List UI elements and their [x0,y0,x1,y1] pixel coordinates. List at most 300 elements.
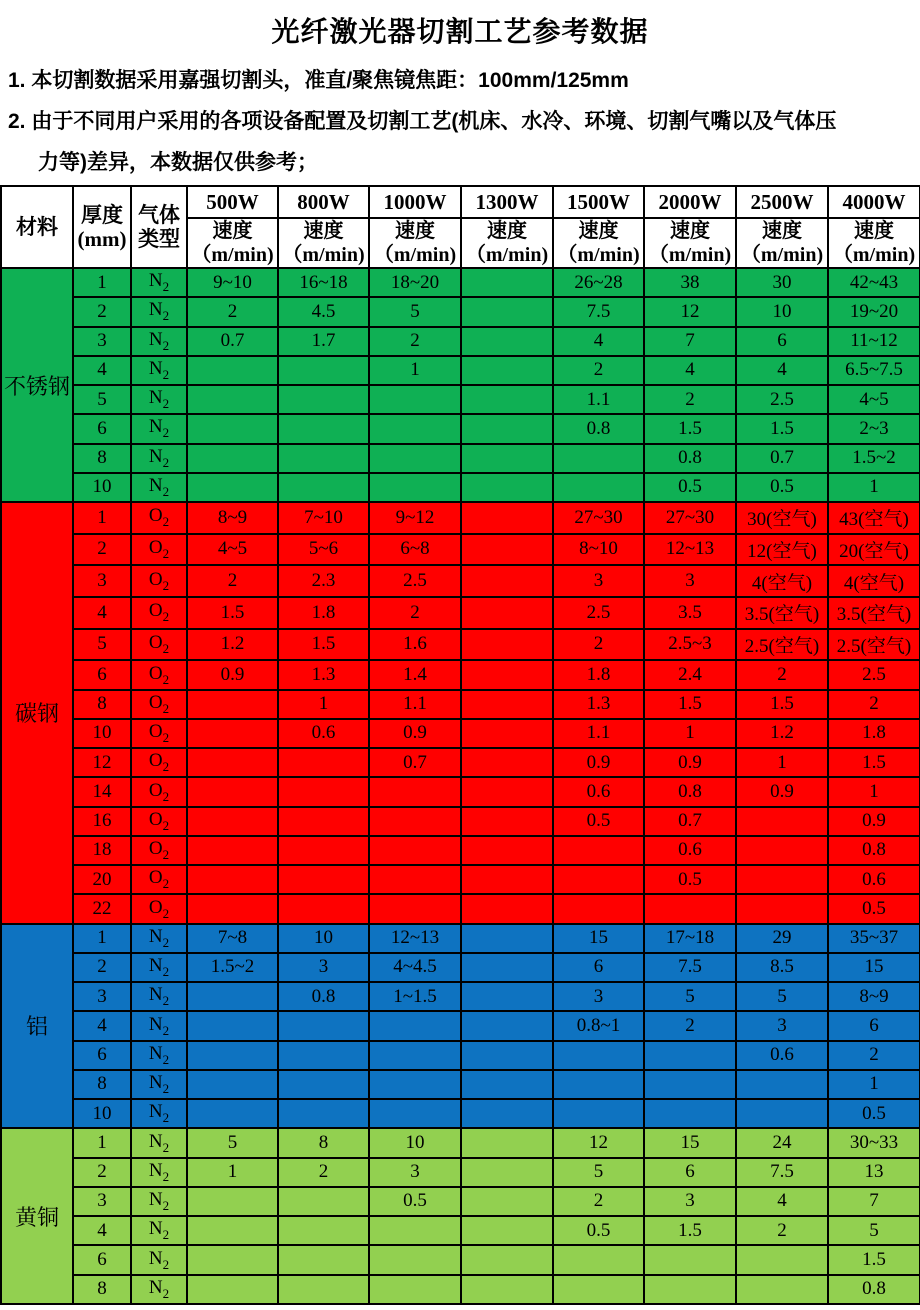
speed-cell: 6 [828,1011,920,1040]
speed-cell: 15 [553,924,644,953]
table-row [1,1041,920,1070]
gas-cell: $O_2$ [131,719,187,748]
thickness-cell: 3 [73,565,131,597]
speed-cell: 2 [553,629,644,661]
speed-cell [187,982,278,1011]
speed-cell [461,894,553,923]
gas-cell: $N_2$ [131,385,187,414]
speed-cell [278,1187,369,1216]
speed-cell: 1 [278,690,369,719]
speed-cell: 1.2 [736,719,828,748]
gas-cell: $N_2$ [131,982,187,1011]
speed-cell: 5 [828,1216,920,1245]
header-thickness-line1: 厚度 [81,202,123,227]
speed-cell [736,894,828,923]
speed-cell: 1.2 [187,629,278,661]
speed-cell: 0.9 [553,748,644,777]
speed-cell: 8~9 [187,502,278,534]
speed-cell [461,629,553,661]
table-row [1,1158,920,1187]
speed-cell [461,268,553,297]
speed-cell: 6 [736,327,828,356]
speed-cell [278,1216,369,1245]
table-row [1,327,920,356]
speed-cell: 0.9 [828,807,920,836]
speed-cell: 11~12 [828,327,920,356]
header-power-1500w: 1500W [553,186,644,218]
speed-cell: 12~13 [369,924,461,953]
cutting-parameters-table [0,185,920,1305]
speed-cell: 0.8 [644,444,736,473]
header-thickness [73,186,131,268]
speed-cell: 1.5 [187,597,278,629]
speed-cell: 20(空气) [828,534,920,566]
speed-cell: 4~5 [187,534,278,566]
gas-cell: $N_2$ [131,356,187,385]
table-row [1,660,920,689]
speed-cell [369,807,461,836]
speed-cell [187,385,278,414]
header-speed-unit: 速度 （m/min) [187,218,278,268]
speed-cell: 0.9 [369,719,461,748]
speed-cell [461,473,553,502]
speed-cell [644,1245,736,1274]
speed-cell: 1 [828,777,920,806]
speed-cell: 6 [644,1158,736,1187]
speed-cell [278,865,369,894]
header-speed-unit: 速度 （m/min) [644,218,736,268]
speed-cell: 1.1 [553,719,644,748]
speed-cell [461,385,553,414]
speed-cell: 2.5 [736,385,828,414]
speed-cell: 0.9 [736,777,828,806]
thickness-cell: 6 [73,414,131,443]
speed-cell [461,865,553,894]
thickness-cell: 2 [73,534,131,566]
speed-cell: 8~9 [828,982,920,1011]
speed-cell: 12~13 [644,534,736,566]
table-row [1,924,920,953]
speed-cell: 5 [187,1128,278,1157]
speed-cell: 0.8 [644,777,736,806]
speed-cell [278,1041,369,1070]
speed-cell [553,865,644,894]
table-row [1,1216,920,1245]
gas-cell: $O_2$ [131,629,187,661]
thickness-cell: 2 [73,953,131,982]
gas-cell: $O_2$ [131,597,187,629]
speed-cell [369,894,461,923]
speed-cell [187,1070,278,1099]
speed-cell: 43(空气) [828,502,920,534]
speed-cell: 0.8 [828,836,920,865]
speed-cell: 9~10 [187,268,278,297]
speed-cell: 0.6 [644,836,736,865]
speed-cell: 3.5(空气) [828,597,920,629]
gas-cell: $N_2$ [131,444,187,473]
table-row [1,1099,920,1128]
speed-cell [278,414,369,443]
speed-cell: 30(空气) [736,502,828,534]
gas-cell: $N_2$ [131,1041,187,1070]
speed-cell [187,1099,278,1128]
speed-cell: 0.6 [278,719,369,748]
speed-cell: 2 [369,327,461,356]
speed-cell [553,1099,644,1128]
table-row [1,297,920,326]
speed-cell [461,777,553,806]
gas-cell: $N_2$ [131,1158,187,1187]
thickness-cell: 4 [73,597,131,629]
thickness-cell: 16 [73,807,131,836]
speed-cell [369,1245,461,1274]
speed-cell [461,444,553,473]
speed-cell [461,1128,553,1157]
table-body [1,268,920,1304]
speed-cell: 12 [644,297,736,326]
speed-cell: 2 [828,1041,920,1070]
speed-cell [553,1070,644,1099]
gas-cell: $N_2$ [131,414,187,443]
speed-cell: 4 [736,1187,828,1216]
material-cell: 不锈钢 [1,268,73,502]
table-row [1,629,920,661]
speed-cell: 1~1.5 [369,982,461,1011]
thickness-cell: 14 [73,777,131,806]
speed-cell [461,414,553,443]
speed-cell [369,865,461,894]
speed-cell: 2 [736,660,828,689]
header-power-2500w: 2500W [736,186,828,218]
gas-cell: $O_2$ [131,836,187,865]
speed-cell: 1 [187,1158,278,1187]
speed-cell: 7 [644,327,736,356]
speed-cell: 1 [369,356,461,385]
speed-cell [461,982,553,1011]
gas-cell: $N_2$ [131,1245,187,1274]
gas-cell: $N_2$ [131,1187,187,1216]
speed-cell [187,836,278,865]
speed-cell [187,807,278,836]
speed-cell: 3 [553,565,644,597]
speed-cell: 2 [644,385,736,414]
speed-cell [369,1216,461,1245]
gas-cell: $O_2$ [131,565,187,597]
speed-cell [278,777,369,806]
speed-cell [461,1041,553,1070]
speed-cell: 0.5 [828,894,920,923]
speed-cell [278,1070,369,1099]
table-row [1,1128,920,1157]
gas-cell: $N_2$ [131,1275,187,1304]
thickness-cell: 6 [73,660,131,689]
speed-cell: 2 [736,1216,828,1245]
speed-cell: 1.5 [828,1245,920,1274]
note-2-line-1: 2. 由于不同用户采用的各项设备配置及切割工艺(机床、水冷、环境、切割气嘴以及气体压 [8,110,837,133]
speed-cell: 3 [369,1158,461,1187]
speed-cell [461,1187,553,1216]
speed-cell: 30 [736,268,828,297]
speed-cell [644,1099,736,1128]
speed-cell [278,894,369,923]
speed-cell [461,690,553,719]
speed-cell: 1.6 [369,629,461,661]
speed-cell: 1 [736,748,828,777]
speed-cell [461,953,553,982]
speed-cell: 15 [644,1128,736,1157]
speed-cell: 0.8 [278,982,369,1011]
table-row [1,1187,920,1216]
speed-cell: 7 [828,1187,920,1216]
speed-cell [187,690,278,719]
thickness-cell: 3 [73,982,131,1011]
speed-cell: 2 [369,597,461,629]
speed-cell: 3.5(空气) [736,597,828,629]
speed-cell: 0.5 [644,865,736,894]
speed-cell: 27~30 [644,502,736,534]
speed-cell [278,1245,369,1274]
speed-cell: 2.5 [369,565,461,597]
speed-cell: 2.3 [278,565,369,597]
gas-cell: $O_2$ [131,807,187,836]
speed-cell: 4~5 [828,385,920,414]
speed-cell: 12 [553,1128,644,1157]
speed-cell: 5 [736,982,828,1011]
material-cell: 黄铜 [1,1128,73,1304]
speed-cell: 0.7 [644,807,736,836]
table-row [1,690,920,719]
thickness-cell: 3 [73,1187,131,1216]
header-power-1300w: 1300W [461,186,553,218]
table-header [1,186,920,268]
speed-cell [369,385,461,414]
table-row [1,748,920,777]
speed-cell: 5 [553,1158,644,1187]
speed-cell: 1.5 [736,414,828,443]
table-row [1,268,920,297]
note-2-line-2: 力等)差异，本数据仅供参考； [38,151,318,174]
speed-cell [461,1216,553,1245]
speed-cell: 1 [828,473,920,502]
header-power-800w: 800W [278,186,369,218]
thickness-cell: 8 [73,1070,131,1099]
speed-cell [736,1099,828,1128]
speed-cell [553,1041,644,1070]
speed-cell [278,1011,369,1040]
speed-cell: 1.3 [553,690,644,719]
speed-cell: 1.1 [369,690,461,719]
note-1: 1. 本切割数据采用嘉强切割头，准直/聚焦镜焦距：100mm/125mm [8,69,629,92]
thickness-cell: 1 [73,502,131,534]
speed-cell: 1.5 [828,748,920,777]
speed-cell: 1.3 [278,660,369,689]
header-power-4000w: 4000W [828,186,920,218]
speed-cell [187,473,278,502]
gas-cell: $N_2$ [131,1216,187,1245]
speed-cell [736,865,828,894]
speed-cell: 0.7 [736,444,828,473]
gas-cell: $N_2$ [131,1070,187,1099]
speed-cell [461,924,553,953]
speed-cell: 0.5 [369,1187,461,1216]
table-row [1,777,920,806]
thickness-cell: 10 [73,473,131,502]
speed-cell: 0.5 [736,473,828,502]
table-row [1,894,920,923]
speed-cell: 1.5 [644,690,736,719]
speed-cell [461,297,553,326]
thickness-cell: 8 [73,690,131,719]
speed-cell [187,414,278,443]
thickness-cell: 2 [73,1158,131,1187]
speed-cell: 3 [278,953,369,982]
header-speed-unit: 速度 （m/min) [369,218,461,268]
gas-cell: $N_2$ [131,327,187,356]
material-cell: 铝 [1,924,73,1129]
gas-cell: $N_2$ [131,1099,187,1128]
speed-cell: 0.8 [553,414,644,443]
speed-cell: 1.5 [644,414,736,443]
speed-cell: 7~8 [187,924,278,953]
speed-cell [369,1011,461,1040]
speed-cell [278,807,369,836]
speed-cell: 19~20 [828,297,920,326]
speed-cell: 4.5 [278,297,369,326]
speed-cell [644,1041,736,1070]
speed-cell: 0.6 [553,777,644,806]
speed-cell: 2.5 [553,597,644,629]
material-cell: 碳钢 [1,502,73,924]
speed-cell [461,502,553,534]
speed-cell: 6~8 [369,534,461,566]
thickness-cell: 10 [73,1099,131,1128]
speed-cell [736,807,828,836]
gas-cell: $N_2$ [131,473,187,502]
speed-cell [461,1245,553,1274]
speed-cell: 2 [278,1158,369,1187]
speed-cell [187,1041,278,1070]
gas-cell: $O_2$ [131,865,187,894]
table-row [1,953,920,982]
speed-cell: 2.5(空气) [736,629,828,661]
table-row [1,1245,920,1274]
thickness-cell: 22 [73,894,131,923]
gas-cell: $O_2$ [131,894,187,923]
speed-cell: 17~18 [644,924,736,953]
speed-cell [187,444,278,473]
speed-cell [369,836,461,865]
speed-cell: 7.5 [736,1158,828,1187]
speed-cell [278,1099,369,1128]
gas-cell: $O_2$ [131,748,187,777]
speed-cell: 0.8 [828,1275,920,1304]
thickness-cell: 6 [73,1041,131,1070]
header-gas-type [131,186,187,268]
speed-cell: 4(空气) [736,565,828,597]
table-row [1,1011,920,1040]
speed-cell: 0.5 [828,1099,920,1128]
header-speed-unit: 速度 （m/min) [461,218,553,268]
speed-cell: 18~20 [369,268,461,297]
speed-cell [369,1041,461,1070]
speed-cell: 5~6 [278,534,369,566]
speed-cell [461,534,553,566]
speed-cell [187,777,278,806]
speed-cell: 1 [644,719,736,748]
speed-cell: 4(空气) [828,565,920,597]
table-row [1,836,920,865]
speed-cell [461,327,553,356]
speed-cell: 24 [736,1128,828,1157]
speed-cell: 0.7 [187,327,278,356]
speed-cell: 1.8 [278,597,369,629]
thickness-cell: 20 [73,865,131,894]
speed-cell [644,1070,736,1099]
speed-cell: 10 [369,1128,461,1157]
header-gas-line2: 类型 [138,227,180,251]
table-row [1,502,920,534]
gas-cell: $N_2$ [131,924,187,953]
speed-cell [461,660,553,689]
gas-cell: $N_2$ [131,953,187,982]
speed-cell: 0.7 [369,748,461,777]
thickness-cell: 5 [73,629,131,661]
speed-cell [461,356,553,385]
speed-cell [461,1099,553,1128]
speed-cell [187,1011,278,1040]
speed-cell: 9~12 [369,502,461,534]
speed-cell [369,1099,461,1128]
speed-cell: 2.4 [644,660,736,689]
speed-cell [553,836,644,865]
speed-cell [187,1187,278,1216]
table-row [1,597,920,629]
gas-cell: $O_2$ [131,502,187,534]
speed-cell: 2 [828,690,920,719]
speed-cell: 26~28 [553,268,644,297]
speed-cell: 1.5~2 [828,444,920,473]
speed-cell: 0.9 [644,748,736,777]
thickness-cell: 5 [73,385,131,414]
speed-cell: 10 [278,924,369,953]
speed-cell [278,473,369,502]
speed-cell: 27~30 [553,502,644,534]
speed-cell: 0.6 [736,1041,828,1070]
speed-cell: 0.5 [553,807,644,836]
speed-cell: 10 [736,297,828,326]
speed-cell [187,1245,278,1274]
speed-cell [278,748,369,777]
speed-cell: 2~3 [828,414,920,443]
thickness-cell: 18 [73,836,131,865]
speed-cell: 2 [187,565,278,597]
gas-cell: $N_2$ [131,268,187,297]
speed-cell: 2 [553,1187,644,1216]
speed-cell [461,719,553,748]
speed-cell: 1 [828,1070,920,1099]
thickness-cell: 1 [73,268,131,297]
header-material: 材料 [1,186,73,268]
speed-cell [553,473,644,502]
speed-cell: 1.5~2 [187,953,278,982]
speed-cell: 8~10 [553,534,644,566]
speed-cell: 0.5 [644,473,736,502]
thickness-cell: 4 [73,356,131,385]
speed-cell: 3 [644,1187,736,1216]
gas-cell: $O_2$ [131,534,187,566]
speed-cell: 3 [736,1011,828,1040]
speed-cell [369,414,461,443]
